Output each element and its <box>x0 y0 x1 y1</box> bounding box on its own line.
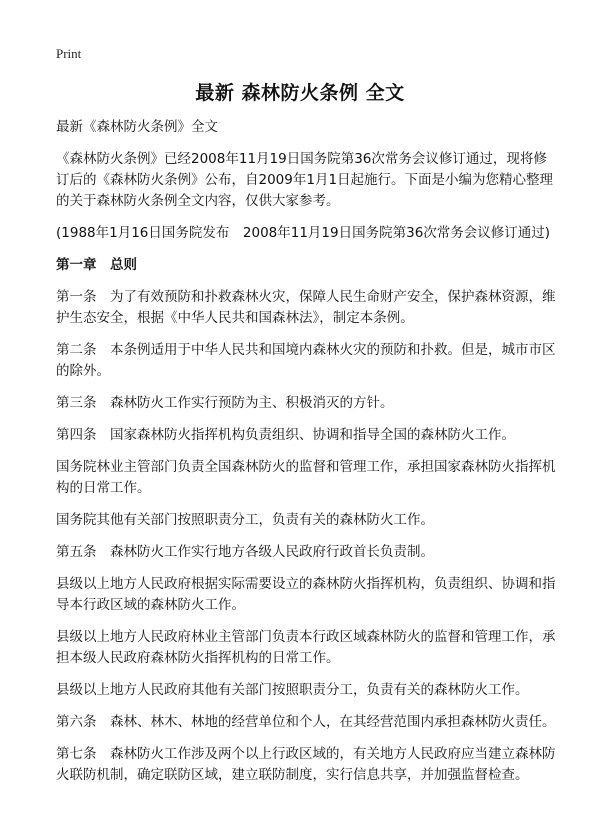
article-paragraph: 第五条 森林防火工作实行地方各级人民政府行政首长负责制。 <box>56 544 434 560</box>
intro-paragraph: 《森林防火条例》已经2008年11月19日国务院第36次常务会议修订通过，现将修订后的《森林防火条例》公布，自2009年1月1日起施行。下面是小编为您精心整理的关于森林防火条例全文内容，仅供大家参考。 <box>56 151 554 209</box>
article-paragraph: 第六条 森林、林木、林地的经营单位和个人，在其经营范围内承担森林防火责任。 <box>56 714 556 730</box>
article-paragraph: 第七条 森林防火工作涉及两个以上行政区域的，有关地方人民政府应当建立森林防火联防机制，确定联防区域，建立联防制度，实行信息共享，并加强监督检查。 <box>56 746 556 783</box>
article-paragraph: 第三条 森林防火工作实行预防为主、积极消灭的方针。 <box>56 395 394 411</box>
page-title: 最新 森林防火条例 全文 <box>195 82 405 104</box>
document-body <box>56 117 556 797</box>
subtitle-paragraph: 最新《森林防火条例》全文 <box>56 119 218 135</box>
article-paragraph: 县级以上地方人民政府林业主管部门负责本行政区域森林防火的监督和管理工作，承担本级人民政府森林防火指挥机构的日常工作。 <box>56 629 556 666</box>
print-link[interactable]: Print <box>56 46 82 61</box>
article-paragraph: 第四条 国家森林防火指挥机构负责组织、协调和指导全国的森林防火工作。 <box>56 427 515 443</box>
article-paragraph: 县级以上地方人民政府其他有关部门按照职责分工，负责有关的森林防火工作。 <box>56 682 529 698</box>
article-paragraph: 国务院林业主管部门负责全国森林防火的监督和管理工作，承担国家森林防火指挥机构的日常工作。 <box>56 459 556 496</box>
chapter-heading: 第一章 总则 <box>56 257 137 273</box>
article-paragraph: 第二条 本条例适用于中华人民共和国境内森林火灾的预防和扑救。但是，城市市区的除外。 <box>56 342 556 379</box>
article-paragraph: 国务院其他有关部门按照职责分工，负责有关的森林防火工作。 <box>56 512 434 528</box>
article-paragraph: 第一条 为了有效预防和扑救森林火灾，保障人民生命财产安全，保护森林资源，维护生态安全，根据《中华人民共和国森林法》，制定本条例。 <box>56 289 556 326</box>
article-paragraph: 县级以上地方人民政府根据实际需要设立的森林防火指挥机构，负责组织、协调和指导本行政区域的森林防火工作。 <box>56 576 556 613</box>
publication-note: (1988年1月16日国务院发布 2008年11月19日国务院第36次常务会议修订通过) <box>56 225 551 241</box>
